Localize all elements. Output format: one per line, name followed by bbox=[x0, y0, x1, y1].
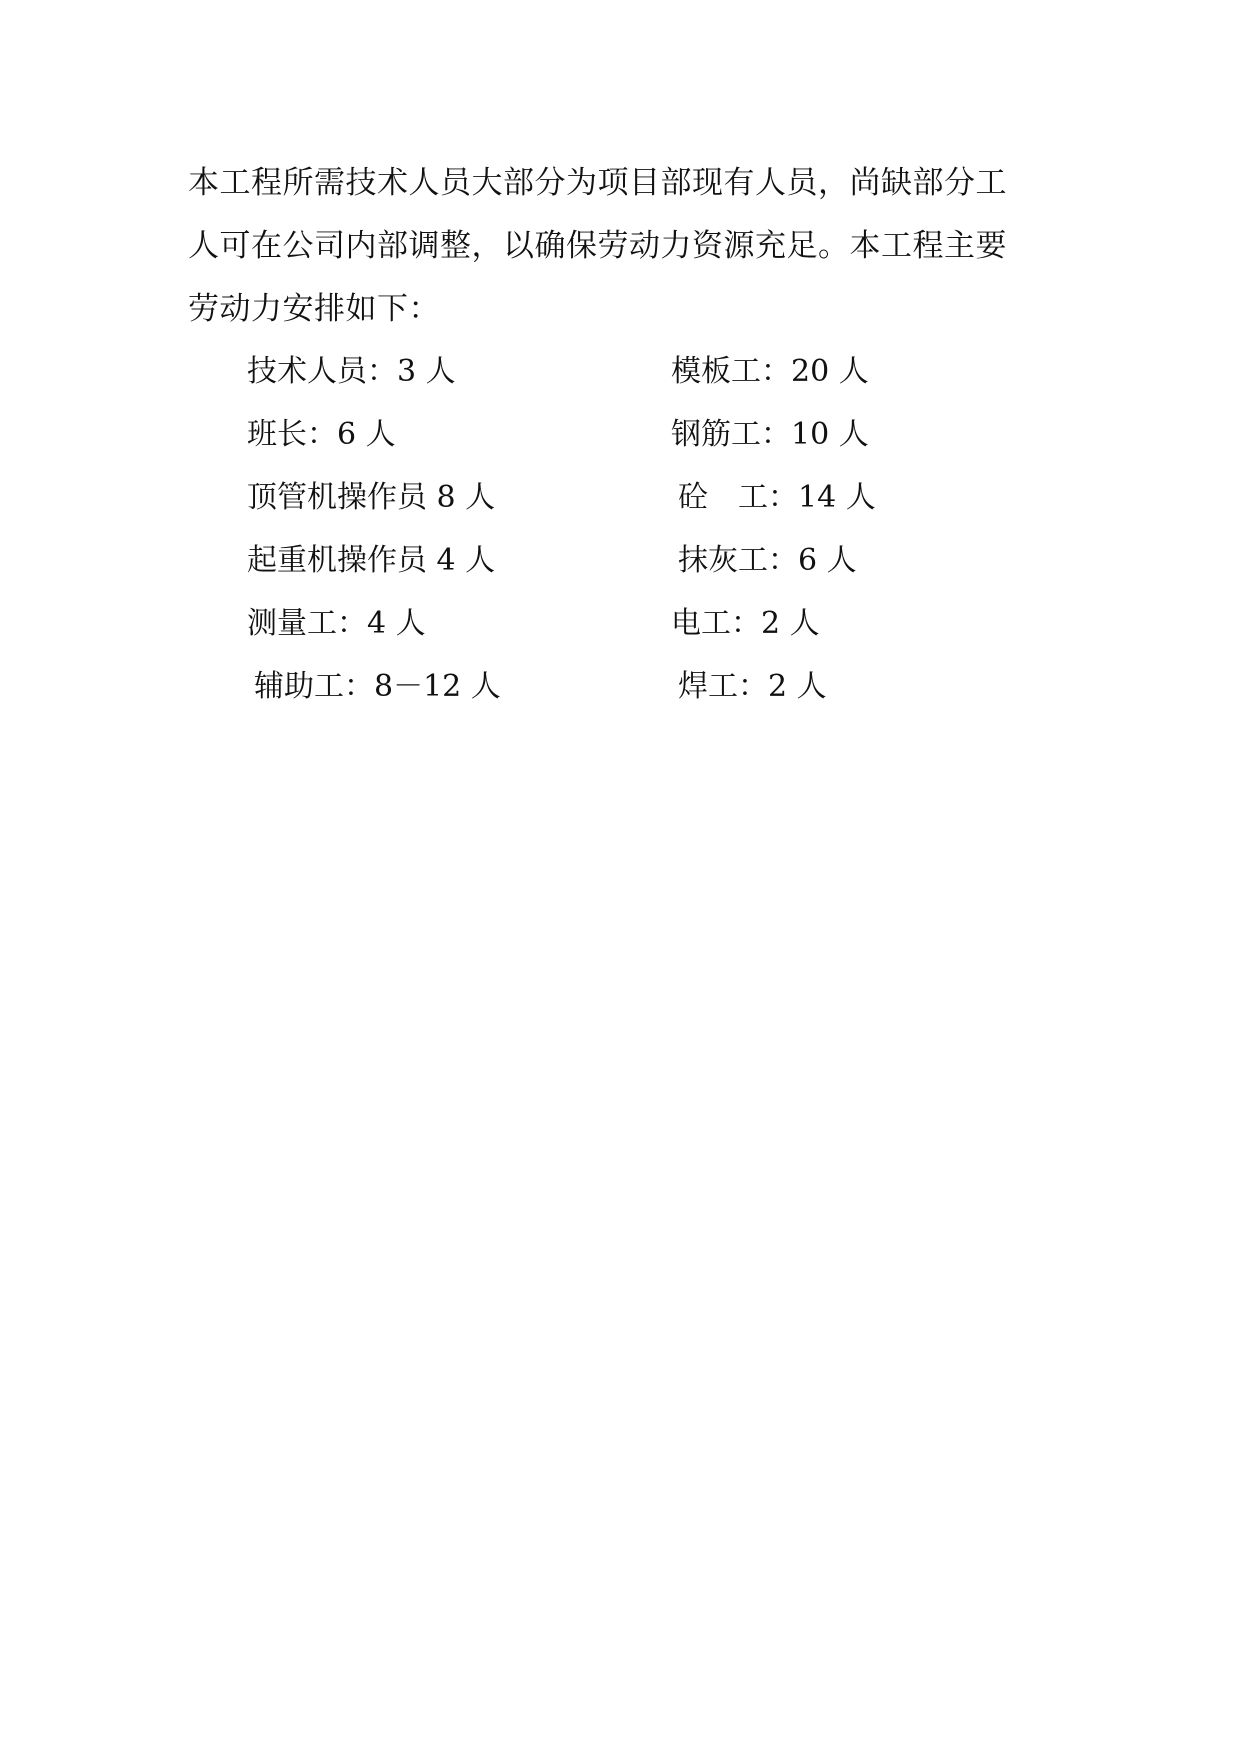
staff-item-surveyors: 测量工：4 人 bbox=[247, 606, 426, 641]
staff-item-team-leaders: 班长：6 人 bbox=[247, 417, 396, 452]
staff-item-welders: 焊工：2 人 bbox=[678, 669, 827, 704]
staff-item-plasterers: 抹灰工：6 人 bbox=[678, 543, 857, 578]
staff-item-concrete-workers: 砼 工：14 人 bbox=[678, 480, 876, 515]
intro-line-2: 人可在公司内部调整，以确保劳动力资源充足。本工程主要 bbox=[188, 228, 1007, 264]
staff-item-rebar-workers: 钢筋工：10 人 bbox=[671, 417, 869, 452]
staff-item-formwork-workers: 模板工：20 人 bbox=[671, 354, 869, 389]
intro-line-3: 劳动力安排如下： bbox=[188, 291, 440, 327]
staff-item-crane-operators: 起重机操作员 4 人 bbox=[247, 543, 496, 578]
staff-item-technicians: 技术人员：3 人 bbox=[247, 354, 456, 389]
staff-item-helpers: 辅助工：8－12 人 bbox=[254, 669, 501, 704]
intro-line-1: 本工程所需技术人员大部分为项目部现有人员，尚缺部分工 bbox=[188, 165, 1007, 201]
staff-item-pipe-jacking-operators: 顶管机操作员 8 人 bbox=[247, 480, 496, 515]
staff-item-electricians: 电工：2 人 bbox=[671, 606, 820, 641]
